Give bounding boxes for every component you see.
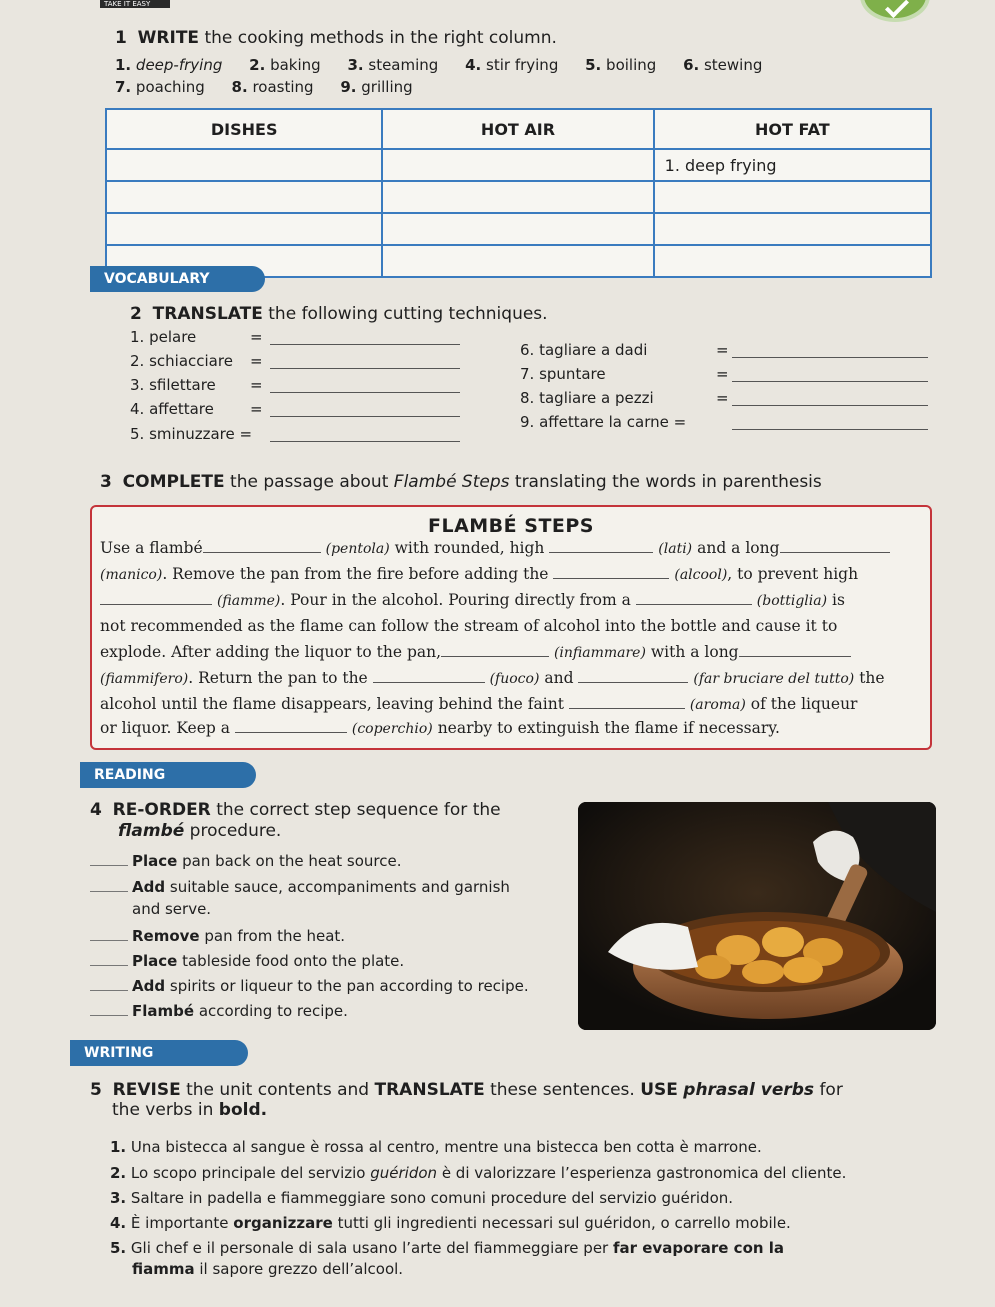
ex4-title-line2: flambé procedure. (118, 821, 282, 841)
ex4-title: 4 RE-ORDER the correct step sequence for the (90, 800, 501, 820)
ex1-number: 1 (115, 28, 127, 48)
ex5-title-line2: the verbs in bold. (112, 1100, 268, 1120)
method-item: boiling (606, 56, 657, 74)
col-header-hot-air: HOT AIR (382, 109, 653, 149)
answer-blank[interactable] (235, 732, 347, 733)
vocab-item-9: 9. affettare la carne = (520, 413, 686, 431)
answer-blank[interactable] (578, 682, 688, 683)
method-item: steaming (368, 56, 439, 74)
step-item: Place tableside food onto the plate. (90, 952, 404, 970)
ex1-verb: WRITE (137, 28, 200, 48)
answer-blank[interactable] (739, 656, 851, 657)
answer-blank[interactable] (732, 429, 928, 430)
answer-blank[interactable] (270, 344, 460, 345)
col-header-hot-fat: HOT FAT (654, 109, 931, 149)
passage-line: (fiammifero). Return the pan to the (fuoco) and (far bruciare del tutto) the (100, 669, 885, 687)
vocab-item-3: 3. sfilettare = (130, 376, 216, 394)
answer-blank[interactable] (732, 405, 928, 406)
answer-blank[interactable] (780, 552, 890, 553)
cooking-methods-table (105, 108, 932, 278)
flambe-pan-photo (578, 802, 936, 1030)
order-blank[interactable] (90, 1015, 128, 1016)
order-blank[interactable] (90, 891, 128, 892)
sentence-4: 4. È importante organizzare tutti gli ingredienti necessari sul guéridon, o carrello mobile. (110, 1214, 791, 1232)
table-cell[interactable]: 1. deep frying (654, 149, 931, 181)
writing-section-label: WRITING (70, 1040, 248, 1066)
flambe-passage-box (90, 505, 932, 750)
vocab-item-2: 2. schiacciare = (130, 352, 233, 370)
ex1-instruction: the cooking methods in the right column. (204, 28, 557, 48)
order-blank[interactable] (90, 990, 128, 991)
passage-line: or liquor. Keep a (coperchio) nearby to extinguish the flame if necessary. (100, 719, 780, 737)
table-cell[interactable] (382, 181, 653, 213)
table-cell[interactable] (106, 181, 382, 213)
step-item-continued: and serve. (132, 900, 212, 918)
passage-line: explode. After adding the liquor to the pan, (infiammare) with a long (100, 643, 851, 661)
table-cell[interactable] (382, 149, 653, 181)
vocab-item-8: 8. tagliare a pezzi = (520, 389, 654, 407)
method-item: poaching (135, 78, 205, 96)
passage-line: alcohol until the flame disappears, leaving behind the faint (aroma) of the liqueur (100, 695, 858, 713)
vocab-item-4: 4. affettare = (130, 400, 214, 418)
method-item: grilling (361, 78, 413, 96)
ex2-title: 2 TRANSLATE the following cutting techniques. (130, 304, 548, 324)
table-cell[interactable] (654, 181, 931, 213)
vocab-item-5: 5. sminuzzare = (130, 425, 252, 443)
passage-line: Use a flambé (pentola) with rounded, high (lati) and a long (100, 539, 890, 557)
table-cell[interactable] (106, 213, 382, 245)
answer-blank[interactable] (732, 357, 928, 358)
sentence-2: 2. Lo scopo principale del servizio guéridon è di valorizzare l’esperienza gastronomica del cliente. (110, 1164, 847, 1182)
table-cell[interactable] (382, 213, 653, 245)
table-cell[interactable] (654, 213, 931, 245)
sentence-5: 5. Gli chef e il personale di sala usano l’arte del fiammeggiare per far evaporare con la (110, 1239, 785, 1257)
passage-line: not recommended as the flame can follow the stream of alcohol into the bottle and cause it to (100, 617, 838, 635)
order-blank[interactable] (90, 965, 128, 966)
table-row (106, 213, 931, 245)
ex1-methods-line2: 7. poaching 8. roasting 9. grilling (115, 78, 413, 96)
method-item: stewing (703, 56, 763, 74)
strip-label: TAKE IT EASY (104, 0, 151, 8)
sentence-1: 1. Una bistecca al sangue è rossa al centro, mentre una bistecca ben cotta è marrone. (110, 1138, 762, 1156)
answer-blank[interactable] (270, 392, 460, 393)
passage-title: FLAMBÉ STEPS (427, 515, 594, 537)
step-item: Flambé according to recipe. (90, 1002, 348, 1020)
method-item: baking (270, 56, 321, 74)
table-header-row (106, 109, 931, 149)
header-strip (100, 0, 170, 8)
table-row (106, 181, 931, 213)
table-cell[interactable] (654, 245, 931, 277)
answer-blank[interactable] (270, 441, 460, 442)
answer-blank[interactable] (270, 416, 460, 417)
answer-blank[interactable] (569, 708, 685, 709)
order-blank[interactable] (90, 940, 128, 941)
answer-blank[interactable] (100, 604, 212, 605)
vocabulary-section-label: VOCABULARY (90, 266, 265, 292)
answer-blank[interactable] (636, 604, 752, 605)
answer-blank[interactable] (270, 368, 460, 369)
ex1-methods-line1: 1. deep-frying 2. baking 3. steaming 4. stir frying 5. boiling 6. stewing (115, 56, 763, 74)
answer-blank[interactable] (373, 682, 485, 683)
passage-line: (fiamme). Pour in the alcohol. Pouring directly from a (bottiglia) is (100, 591, 845, 609)
method-item: stir frying (486, 56, 559, 74)
answer-blank[interactable] (203, 552, 321, 553)
vocab-item-7: 7. spuntare = (520, 365, 606, 383)
vocab-item-1: 1. pelare = (130, 328, 196, 346)
ex5-title: 5 REVISE the unit contents and TRANSLATE these sentences. USE phrasal verbs for (90, 1080, 843, 1100)
checkmark-icon (860, 0, 930, 22)
table-row (106, 149, 931, 181)
step-item: Add spirits or liqueur to the pan according to recipe. (90, 977, 529, 995)
table-cell[interactable] (382, 245, 653, 277)
answer-blank[interactable] (549, 552, 653, 553)
table-cell[interactable] (106, 149, 382, 181)
order-blank[interactable] (90, 865, 128, 866)
ex1-title (115, 28, 557, 48)
answer-blank[interactable] (732, 381, 928, 382)
ex3-title: 3 COMPLETE the passage about Flambé Steps translating the words in parenthesis (100, 472, 822, 492)
method-item: deep-frying (135, 56, 223, 74)
reading-section-label: READING (80, 762, 256, 788)
sentence-3: 3. Saltare in padella e fiammeggiare sono comuni procedure del servizio guéridon. (110, 1189, 734, 1207)
step-item: Add suitable sauce, accompaniments and garnish (90, 878, 510, 896)
vocab-item-6: 6. tagliare a dadi = (520, 341, 647, 359)
passage-line: (manico). Remove the pan from the fire before adding the (alcool), to prevent high (100, 565, 859, 583)
step-item: Remove pan from the heat. (90, 927, 345, 945)
pan-illustration (578, 802, 936, 1030)
step-item: Place pan back on the heat source. (90, 852, 402, 870)
sentence-5-continued: fiamma il sapore grezzo dell’alcool. (132, 1260, 404, 1278)
col-header-dishes: DISHES (106, 109, 382, 149)
answer-blank[interactable] (553, 578, 669, 579)
method-item: roasting (252, 78, 314, 96)
answer-blank[interactable] (441, 656, 549, 657)
